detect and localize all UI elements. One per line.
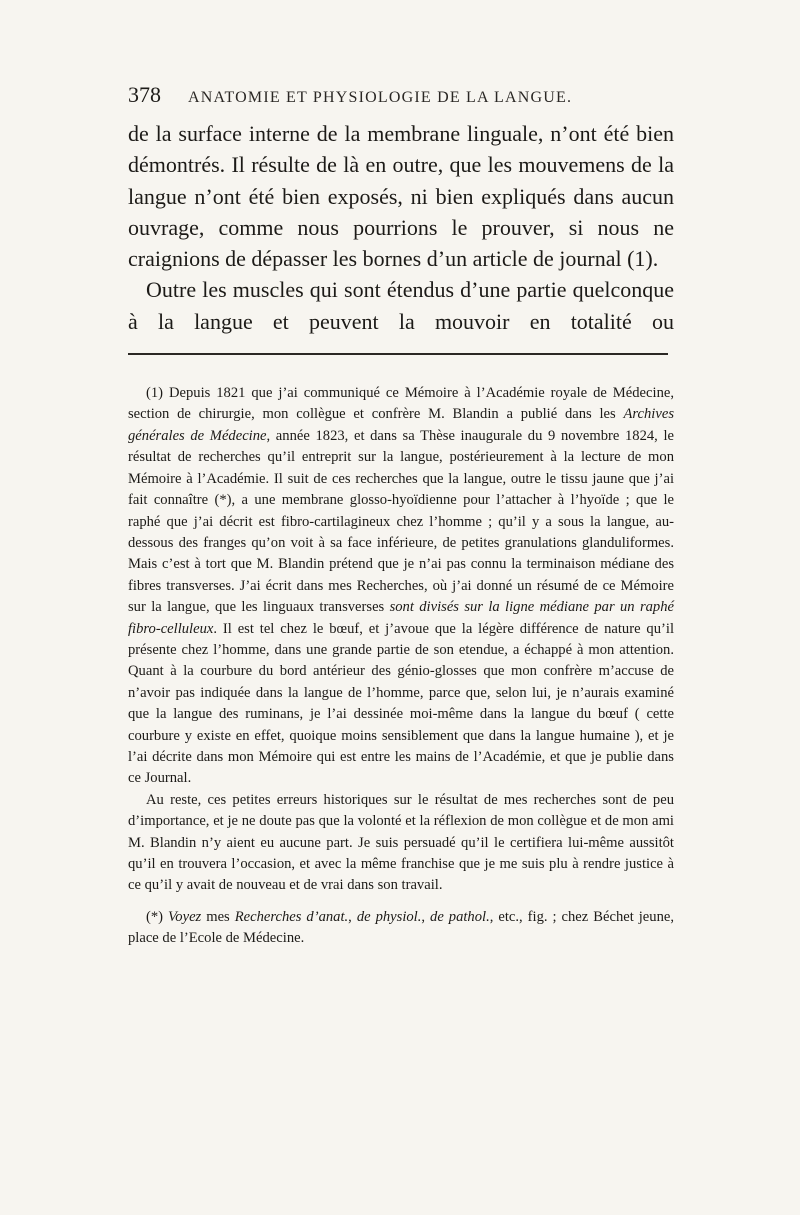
footnote-italic: de physiol. [356, 908, 422, 925]
footnote-italic: Recherches d’anat. [234, 908, 349, 925]
book-page [128, 82, 674, 950]
footnote-text: mes [201, 908, 235, 925]
footnote-italic: de pathol. [430, 908, 490, 925]
footnote-text: , année 1823, et dans sa Thèse inaugurale du 9 novembre 1824, le résultat de recherches qu’il entreprit sur la langue, postérieurement à la lecture de mon Mémoire à l’Académie. Il suit de ces recherches que la langue, outre le tissu jaune que j’ai fait connaître (*), a une membrane glosso-hyoïdienne pour l’attacher à l’hyoïde ; que le raphé que j’ai décrit est fibro-cartilagineux chez l’homme ; qu’il y a sous la langue, au-dessous des franges qu’on voit à sa face inférieure, de petites granulations glanduliformes. Mais c’est à tort que M. Blandin prétend que je n’ai pas connu la terminaison médiane des fibres transverses. J’ai écrit dans mes Recherches, où j’ai donné un résumé de ce Mémoire sur la langue, que les linguaux transverses [128, 427, 674, 616]
footnote-text: . Il est tel chez le bœuf, et j’avoue que la légère différence de nature qu’il présente chez l’homme, dans une grande partie de son etendue, a échappé à mon attention. Quant à la courbure du bord antérieur des génio-glosses que mon confrère m’accuse de n’avoir pas indiquée dans la langue de l’homme, parce que, selon lui, je n’aurais examiné que la langue des ruminans, je l’ai dessinée moi-même dans la langue du bœuf ( cette courbure y existe en effet, quoique moins sensiblement que dans la langue humaine ), et je l’ai décrite dans mon Mémoire qui est entre les mains de l’Académie, et que je publie dans ce Journal. [128, 620, 674, 787]
page-header [128, 82, 674, 118]
footnote-italic: Voyez [168, 908, 202, 925]
body-paragraph: de la surface interne de la membrane linguale, n’ont été bien démontrés. Il résulte de là en outre, que les mouvemens de la langue n’ont été bien exposés, ni bien expliqués dans aucun ouvrage, comme nous pourrions le prouver, si nous ne craignions de dépasser les bornes d’un article de journal (1). [128, 121, 674, 272]
footnotes [128, 383, 674, 950]
body-paragraph: Outre les muscles qui sont étendus d’une partie quelconque à la langue et peuvent la mouvoir en totalité ou [128, 277, 674, 334]
footnote-text: (1) Depuis 1821 que j’ai communiqué ce Mémoire à l’Académie royale de Médecine, section de chirurgie, mon collègue et confrère M. Blandin a publié dans les [128, 385, 674, 423]
footnote-text: , [348, 908, 357, 925]
footnote-star [128, 907, 674, 950]
footnote-1 [128, 383, 674, 790]
footnote-italic: sont divisés sur la ligne médiane par un raphé fibro-celluleux [128, 599, 674, 637]
footnote-text: , [421, 908, 431, 925]
main-text [128, 118, 674, 337]
page-number: 378 [128, 82, 161, 107]
footnote-1-continued: Au reste, ces petites erreurs historiques sur le résultat de mes recherches sont de peu d’importance, et je ne doute pas que la volonté et la réflexion de mon collègue et de mon ami M. Blandin n’y aient eu aucune part. Je suis persuadé qu’il le certifiera lui-même aussitôt qu’il en trouvera l’occasion, et avec la même franchise que je me suis plu à rendre justice à ce qu’il y avait de nouveau et de vrai dans son travail. [128, 791, 674, 894]
footnote-text: (*) [146, 908, 168, 925]
footnote-italic: Archives générales de Médecine [128, 406, 674, 444]
running-head: ANATOMIE ET PHYSIOLOGIE DE LA LANGUE. [188, 89, 573, 106]
footnote-rule [128, 353, 668, 355]
footnote-text: , etc., fig. ; chez Béchet jeune, place de l’Ecole de Médecine. [128, 908, 675, 947]
